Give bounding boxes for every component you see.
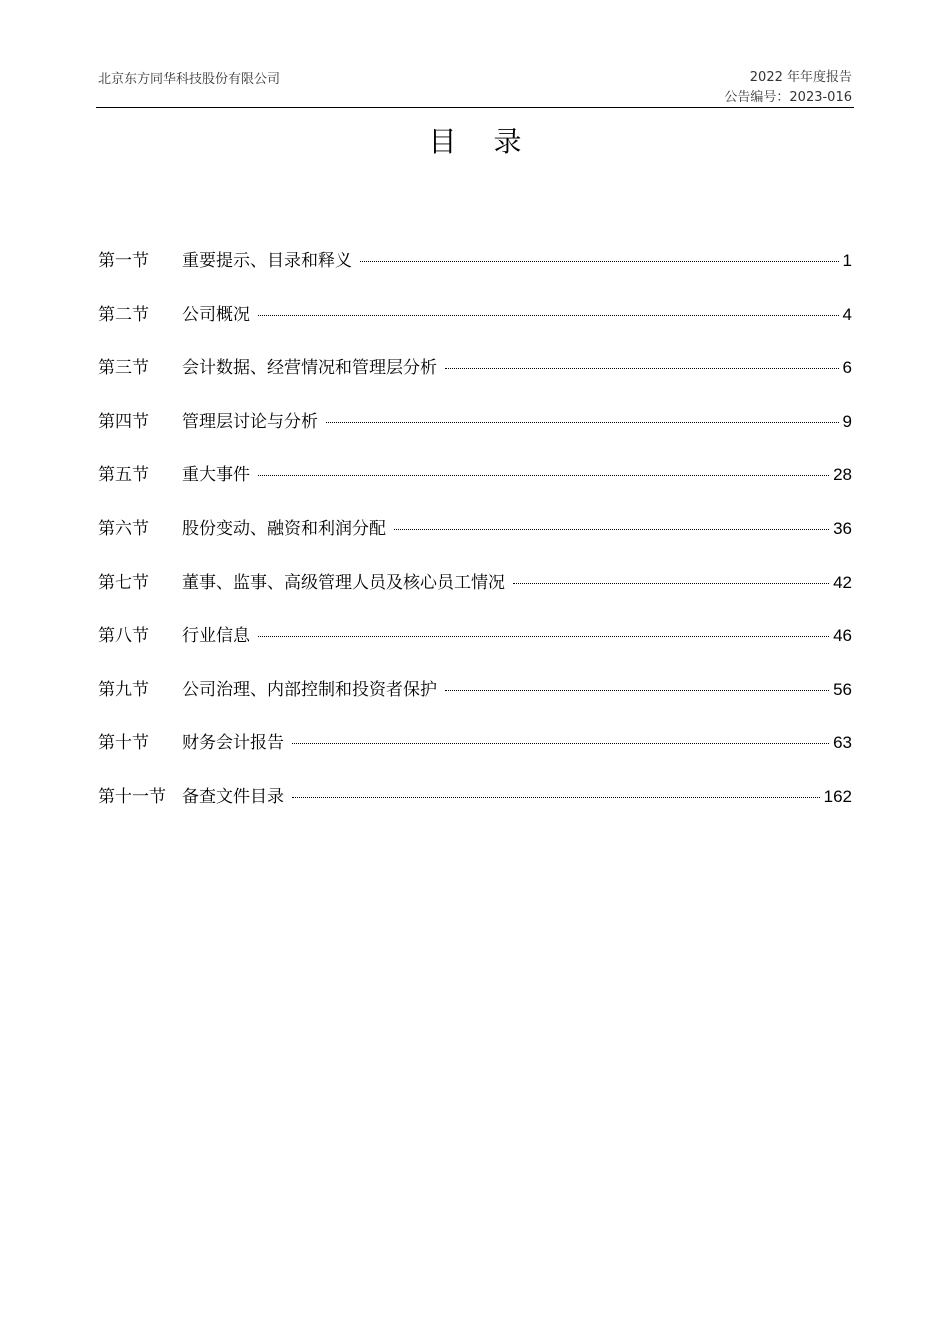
toc-page-number: 162 <box>823 786 852 806</box>
toc-dot-leader <box>292 797 820 798</box>
header-report-title: 2022 年年度报告 <box>749 70 852 85</box>
toc-section-title: 会计数据、经营情况和管理层分析 <box>182 358 437 379</box>
toc-section-title: 管理层讨论与分析 <box>182 411 318 432</box>
toc-section-title: 重大事件 <box>182 465 250 486</box>
toc-page-number: 36 <box>833 518 852 538</box>
header-report-info <box>724 68 852 108</box>
toc-entry[interactable] <box>98 729 852 783</box>
toc-dot-leader <box>445 690 829 691</box>
toc-page-number: 63 <box>833 733 852 753</box>
toc-dot-leader <box>513 583 829 584</box>
toc-section-number: 第二节 <box>98 304 149 325</box>
toc-dot-leader <box>258 315 839 316</box>
toc-entry[interactable] <box>98 461 852 515</box>
toc-dot-leader <box>292 743 829 744</box>
toc-page-number: 6 <box>842 358 852 378</box>
toc-dot-leader <box>258 475 829 476</box>
toc-section-title: 备查文件目录 <box>182 786 284 807</box>
toc-section-number: 第八节 <box>98 626 149 647</box>
toc-entry[interactable] <box>98 301 852 355</box>
toc-dot-leader <box>445 368 839 369</box>
toc-section-number: 第六节 <box>98 518 149 539</box>
toc-section-number: 第一节 <box>98 251 149 271</box>
toc-dot-leader <box>326 422 839 423</box>
toc-section-title: 董事、监事、高级管理人员及核心员工情况 <box>182 572 505 593</box>
toc-page-number: 1 <box>842 251 852 270</box>
toc-dot-leader <box>360 261 839 262</box>
toc-section-number: 第十一节 <box>98 786 166 807</box>
toc-page-number: 4 <box>842 304 852 324</box>
toc-section-number: 第七节 <box>98 572 149 593</box>
toc-section-number: 第五节 <box>98 465 149 486</box>
toc-dot-leader <box>258 636 829 637</box>
toc-section-title: 财务会计报告 <box>182 733 284 754</box>
toc-section-title: 行业信息 <box>182 626 250 647</box>
toc-entry[interactable] <box>98 515 852 569</box>
toc-entry[interactable] <box>98 569 852 623</box>
toc-entry[interactable] <box>98 247 852 301</box>
toc-section-title: 公司概况 <box>182 304 250 325</box>
toc-entry[interactable] <box>98 676 852 730</box>
toc-section-number: 第三节 <box>98 358 149 379</box>
header-divider <box>96 107 854 108</box>
toc-section-title: 公司治理、内部控制和投资者保护 <box>182 679 437 700</box>
toc-section-title: 重要提示、目录和释义 <box>182 251 352 271</box>
header-announcement-number: 公告编号：2023-016 <box>724 90 852 105</box>
toc-entry[interactable] <box>98 408 852 462</box>
toc-entry[interactable] <box>98 354 852 408</box>
toc-section-number: 第十节 <box>98 733 149 754</box>
toc-entry[interactable] <box>98 783 852 837</box>
toc-page-number: 46 <box>833 626 852 646</box>
toc-page-number: 9 <box>842 411 852 431</box>
toc-section-number: 第四节 <box>98 411 149 432</box>
table-of-contents <box>98 247 852 837</box>
toc-section-title: 股份变动、融资和利润分配 <box>182 518 386 539</box>
page-title: 目 录 <box>428 125 536 158</box>
toc-page-number: 42 <box>833 572 852 592</box>
toc-dot-leader <box>394 529 829 530</box>
header-company-name: 北京东方同华科技股份有限公司 <box>98 72 281 87</box>
toc-page-number: 28 <box>833 465 852 485</box>
toc-page-number: 56 <box>833 679 852 699</box>
toc-entry[interactable] <box>98 622 852 676</box>
toc-section-number: 第九节 <box>98 679 149 700</box>
